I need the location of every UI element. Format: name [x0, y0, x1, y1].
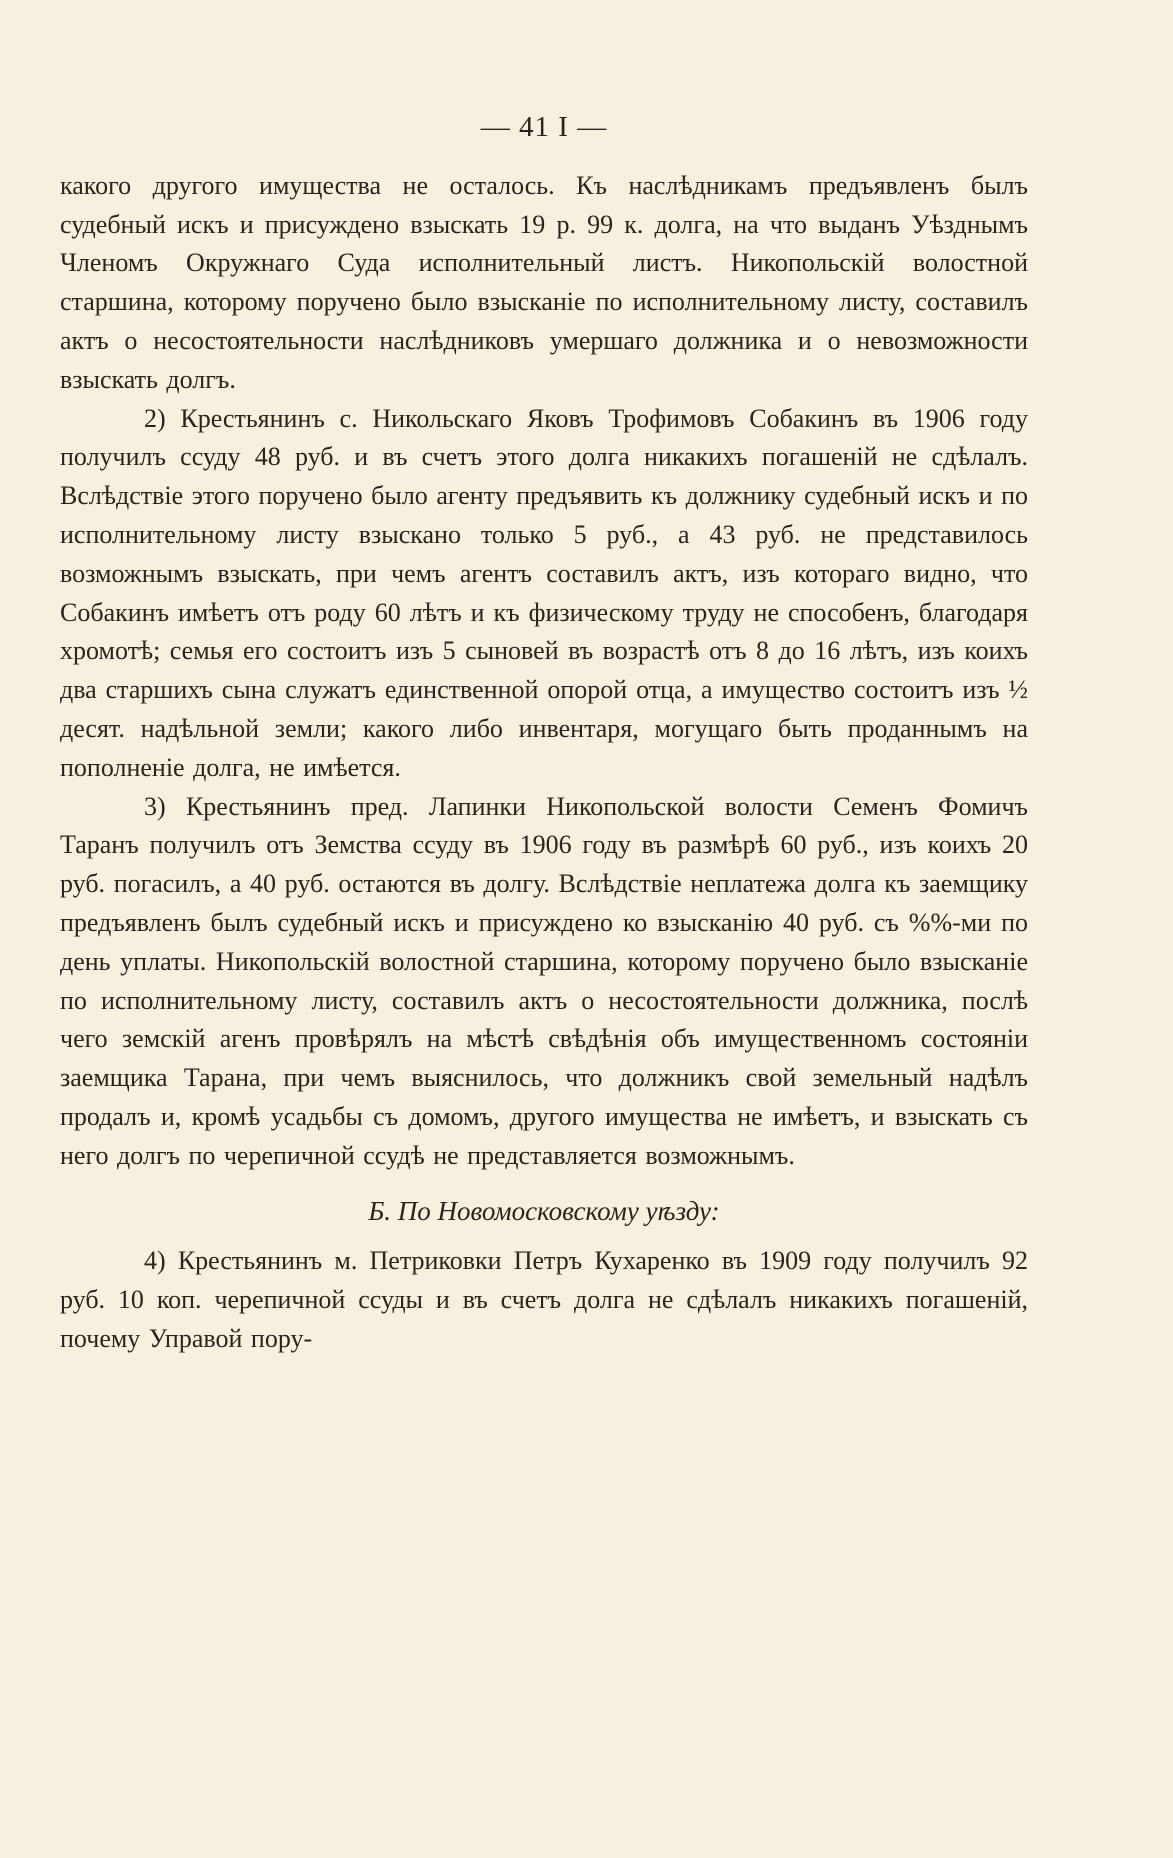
- page-number: — 41 I —: [480, 111, 608, 143]
- paragraph-item-4: 4) Крестьянинъ м. Петриковки Петръ Кухаренко въ 1909 году получилъ 92 руб. 10 коп. черепичной ссуды и въ счетъ долга не сдѣлалъ никакихъ погашеній, почему Управой пору-: [60, 1246, 1028, 1353]
- page-text-block: [60, 108, 1028, 1359]
- paragraph-item-3: 3) Крестьянинъ пред. Лапинки Никопольской волости Семенъ Фомичъ Таранъ получилъ отъ Земства ссуду въ 1906 году въ размѣрѣ 60 руб., изъ коихъ 20 руб. погасилъ, а 40 руб. остаются въ долгу. Вслѣдствіе неплатежа долга къ заемщику предъявленъ былъ судебный искъ и присуждено ко взысканію 40 руб. съ %%-ми по день уплаты. Никопольскій волостной старшина, которому поручено было взысканіе по исполнительному листу, составилъ актъ о несостоятельности должника, послѣ чего земскій агенъ провѣрялъ на мѣстѣ свѣдѣнія объ имущественномъ состояніи заемщика Тарана, при чемъ выяснилось, что должникъ свой земельный надѣлъ продалъ и, кромѣ усадьбы съ домомъ, другого имущества не имѣетъ, и взыскать съ него долгъ по черепичной ссудѣ не представляется возможнымъ.: [60, 791, 1028, 1170]
- paragraph-continuation: какого другого имущества не осталось. Къ наслѣдникамъ предъявленъ былъ судебный искъ и присуждено взыскать 19 р. 99 к. долга, на что выданъ Уѣзднымъ Членомъ Окружнаго Суда исполнительный листъ. Никопольскій волостной старшина, которому поручено было взысканіе по исполнительному листу, составилъ актъ о несостоятельности наслѣдниковъ умершаго должника и о невозможности взыскать долгъ.: [60, 170, 1028, 394]
- paragraph-item-2: 2) Крестьянинъ с. Никольскаго Яковъ Трофимовъ Собакинъ въ 1906 году получилъ ссуду 48 руб. и въ счетъ этого долга никакихъ погашеній не сдѣлалъ. Вслѣдствіе этого поручено было агенту предъявить къ должнику судебный искъ и по исполнительному листу взыскано только 5 руб., а 43 руб. не представилось возможнымъ взыскать, при чемъ агентъ составилъ актъ, изъ котораго видно, что Собакинъ имѣетъ отъ роду 60 лѣтъ и къ физическому труду не способенъ, благодаря хромотѣ; семья его состоитъ изъ 5 сыновей въ возрастѣ отъ 8 до 16 лѣтъ, изъ коихъ два старшихъ сына служатъ единственной опорой отца, а имущество состоитъ изъ ½ десят. надѣльной земли; какого либо инвентаря, могущаго быть проданнымъ на пополненіе долга, не имѣется.: [60, 403, 1028, 782]
- section-heading: Б. По Новомосковскому уѣзду:: [368, 1195, 720, 1226]
